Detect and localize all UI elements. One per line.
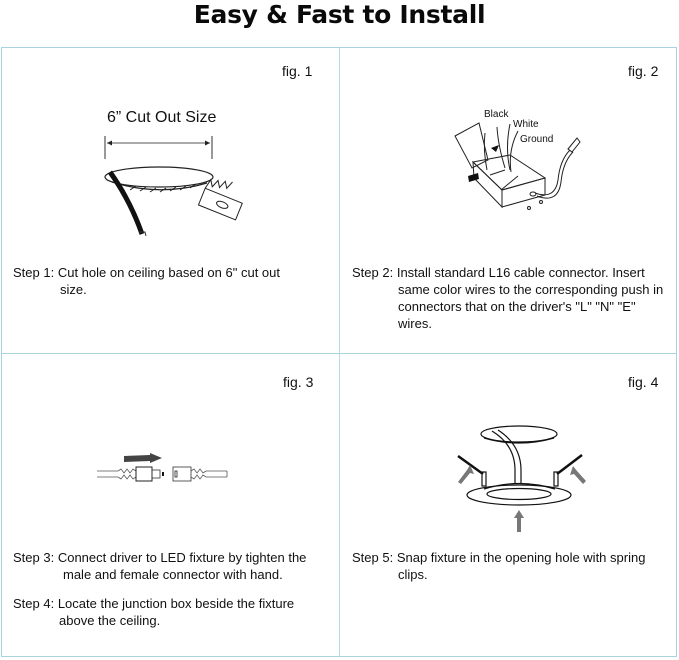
step-text-line: Snap fixture in the opening hole with spring xyxy=(396,550,646,565)
step-5-instruction xyxy=(352,549,677,583)
step-label: Step 4: xyxy=(13,596,55,611)
step-label: Step 3: xyxy=(13,550,55,565)
figure-label: fig. 4 xyxy=(628,374,659,390)
wire-label-ground: Ground xyxy=(520,134,554,145)
step-text-continued: clips. xyxy=(398,567,428,582)
step-label: Step 5: xyxy=(352,550,394,565)
wire-label-black: Black xyxy=(484,109,509,120)
step-text-line: Install standard L16 cable connector. Insert xyxy=(396,265,645,280)
step-label: Step 2: xyxy=(352,265,394,280)
step-text-line: Locate the junction box beside the fixture xyxy=(57,596,295,611)
step-text-line: Connect driver to LED fixture by tighten the xyxy=(57,550,307,565)
step-text-continued: above the ceiling. xyxy=(59,613,161,628)
step-text-line: Cut hole on ceiling based on 6" cut out xyxy=(57,265,280,280)
step-text-continued: same color wires to the corresponding push in connectors that on the driver's "L" "N" "E" wires. xyxy=(398,282,664,331)
cutout-size-caption: 6” Cut Out Size xyxy=(107,109,217,126)
step-text-continued: size. xyxy=(60,282,87,297)
page-title: Easy & Fast to Install xyxy=(193,0,486,29)
step-label: Step 1: xyxy=(13,265,55,280)
figure-label: fig. 3 xyxy=(283,374,314,390)
figure-label: fig. 2 xyxy=(628,63,659,79)
wire-label-white: White xyxy=(513,119,539,130)
figure-label: fig. 1 xyxy=(282,63,313,79)
step-text-continued: male and female connector with hand. xyxy=(63,567,283,582)
